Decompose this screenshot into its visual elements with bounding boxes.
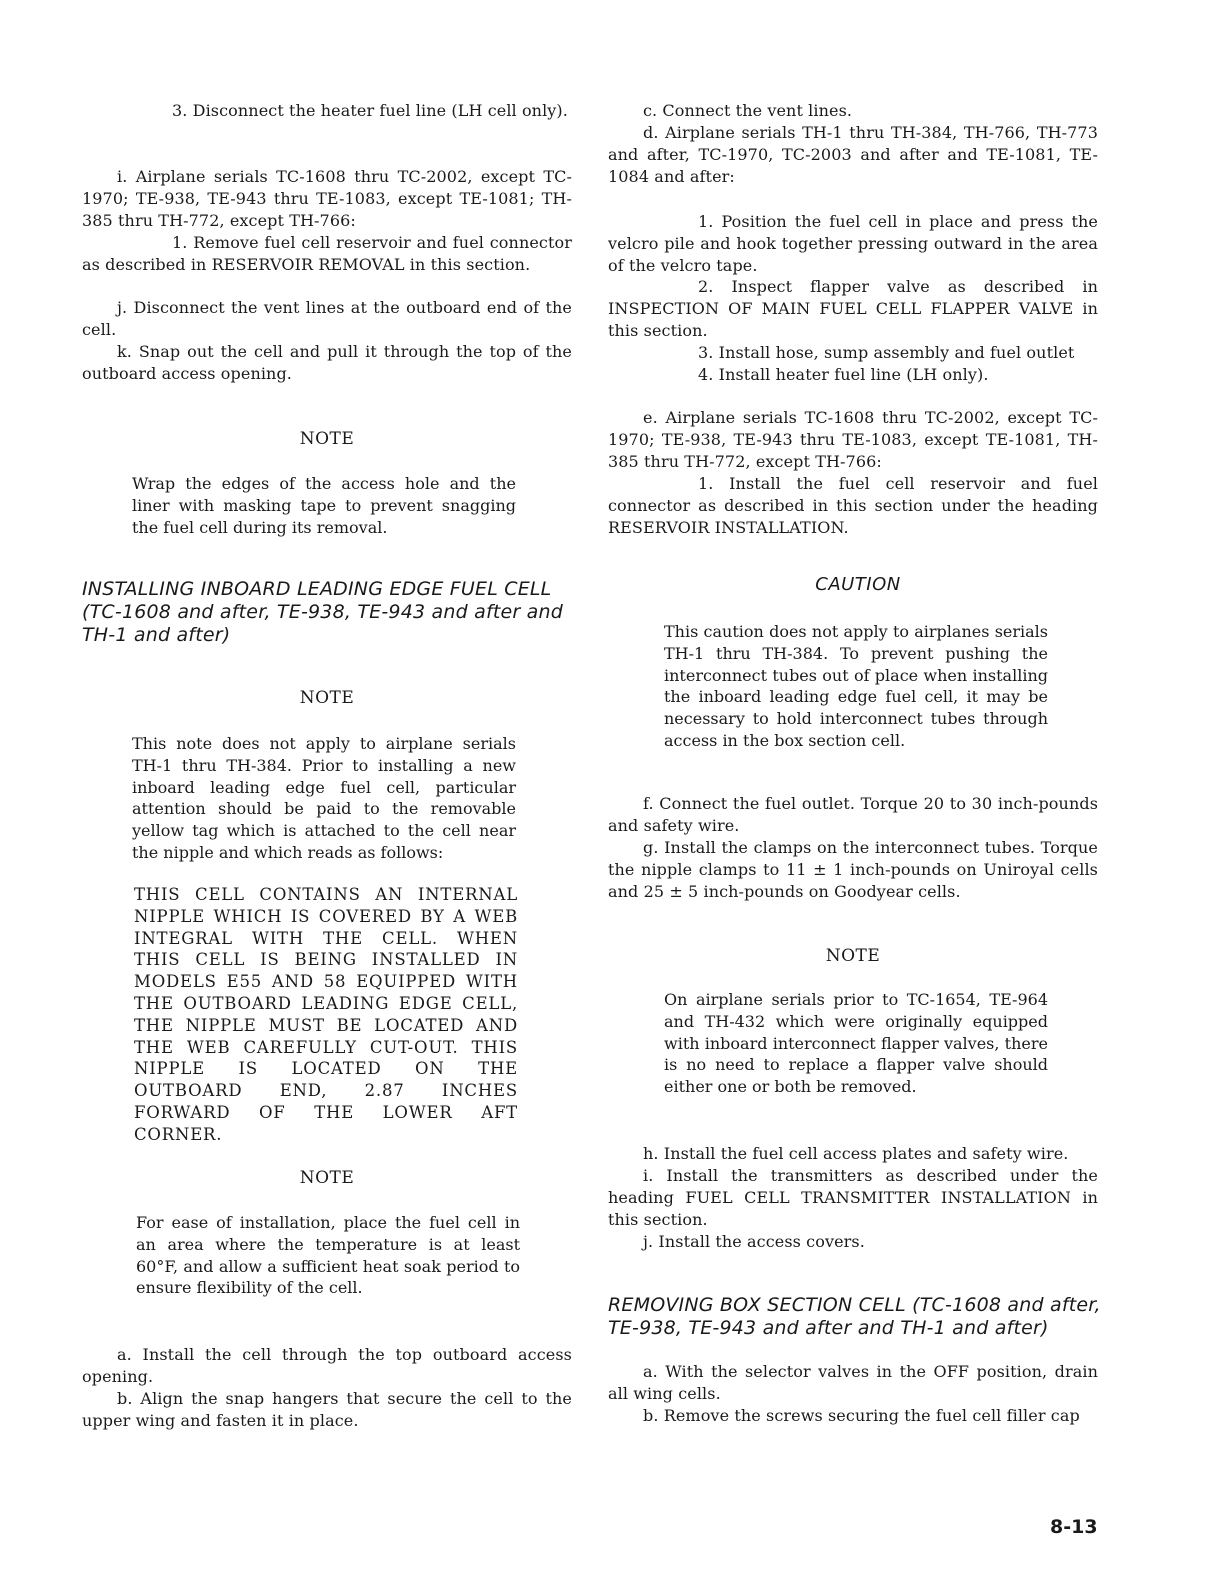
note-body: On airplane serials prior to TC-1654, TE-964 and TH-432 which were originally equipped with inboard interconnect flapper valves, there is no need to replace a flapper valve should either one or both be removed. [664,990,1048,1097]
caution-title: CAUTION [815,574,901,595]
step-i: i. Install the transmitters as described under the heading FUEL CELL TRANSMITTER INSTALLATION in this section. [608,1166,1098,1229]
section-heading-removing: REMOVING BOX SECTION CELL (TC-1608 and after, TE-938, TE-943 and after and TH-1 and after) [608,1294,1101,1339]
step-c: c. Connect the vent lines. [643,101,853,120]
step-i-1: 1. Remove fuel cell reservoir and fuel connector as described in RESERVOIR REMOVAL in this section. [82,233,572,274]
step-f: f. Connect the fuel outlet. Torque 20 to 30 inch-pounds and safety wire. [608,794,1098,835]
note-title: NOTE [299,429,355,449]
step-a: a. With the selector valves in the OFF position, drain all wing cells. [608,1362,1098,1403]
step-a: a. Install the cell through the top outboard access opening. [82,1345,572,1386]
note-title: NOTE [299,1168,355,1188]
step-e: e. Airplane serials TC-1608 thru TC-2002, except TC-1970; TE-938, TE-943 thru TE-1083, except TE-1081, TH-385 thru TH-772, except TH-766: [608,408,1098,471]
step-d-3: 3. Install hose, sump assembly and fuel outlet [698,343,1075,362]
step-h: h. Install the fuel cell access plates and safety wire. [643,1144,1069,1163]
step-d: d. Airplane serials TH-1 thru TH-384, TH-766, TH-773 and after, TC-1970, TC-2003 and after and TE-1081, TE-1084 and after: [608,123,1098,186]
step-d-1: 1. Position the fuel cell in place and press the velcro pile and hook together pressing outward in the area of the velcro tape. [608,212,1098,275]
step-d-2: 2. Inspect flapper valve as described in INSPECTION OF MAIN FUEL CELL FLAPPER VALVE in this section. [608,277,1098,340]
note-body: This note does not apply to airplane serials TH-1 thru TH-384. Prior to installing a new inboard leading edge fuel cell, particular attention should be paid to the removable yellow tag which is attached to the cell near the nipple and which reads as follows: [132,734,516,862]
step-j: j. Install the access covers. [643,1232,865,1251]
step-i: i. Airplane serials TC-1608 thru TC-2002, except TC-1970; TE-938, TE-943 thru TE-1083, except TE-1081; TH-385 thru TH-772, except TH-766: [82,167,572,230]
step-heater-fuel-line: 3. Disconnect the heater fuel line (LH cell only). [172,101,568,120]
note-title: NOTE [825,946,881,966]
note-title: NOTE [299,688,355,708]
step-k: k. Snap out the cell and pull it through the top of the outboard access opening. [82,342,572,383]
section-heading-installing: INSTALLING INBOARD LEADING EDGE FUEL CELL (TC-1608 and after, TE-938, TE-943 and after and TH-1 and after) [82,578,563,646]
tag-warning-text: THIS CELL CONTAINS AN INTERNAL NIPPLE WHICH IS COVERED BY A WEB INTEGRAL WITH THE CELL. WHEN THIS CELL IS BEING INSTALLED IN MODELS E55 AND 58 EQUIPPED WITH THE OUTBOARD LEADING EDGE CELL, THE NIPPLE MUST BE LOCATED AND THE WEB CAREFULLY CUT-OUT. THIS NIPPLE IS LOCATED ON THE OUTBOARD END, 2.87 INCHES FORWARD OF THE LOWER AFT CORNER. [134,885,518,1144]
step-b: b. Align the snap hangers that secure the cell to the upper wing and fasten it in place. [82,1389,572,1430]
page-number: 8-13 [1050,1516,1098,1538]
step-e-1: 1. Install the fuel cell reservoir and fuel connector as described in this section under the heading RESERVOIR INSTALLATION. [608,474,1098,537]
step-d-4: 4. Install heater fuel line (LH only). [698,365,989,384]
step-j: j. Disconnect the vent lines at the outboard end of the cell. [82,298,572,339]
step-b: b. Remove the screws securing the fuel cell filler cap [643,1406,1080,1425]
step-g: g. Install the clamps on the interconnect tubes. Torque the nipple clamps to 11 ± 1 inch-pounds on Uniroyal cells and 25 ± 5 inch-pounds on Goodyear cells. [608,838,1098,901]
note-body: Wrap the edges of the access hole and the liner with masking tape to prevent snagging the fuel cell during its removal. [132,474,516,537]
caution-body: This caution does not apply to airplanes serials TH-1 thru TH-384. To prevent pushing the interconnect tubes out of place when installing the inboard leading edge fuel cell, it may be necessary to hold interconnect tubes through access in the box section cell. [664,622,1048,750]
note-body: For ease of installation, place the fuel cell in an area where the temperature is at least 60°F, and allow a sufficient heat soak period to ensure flexibility of the cell. [136,1213,520,1298]
